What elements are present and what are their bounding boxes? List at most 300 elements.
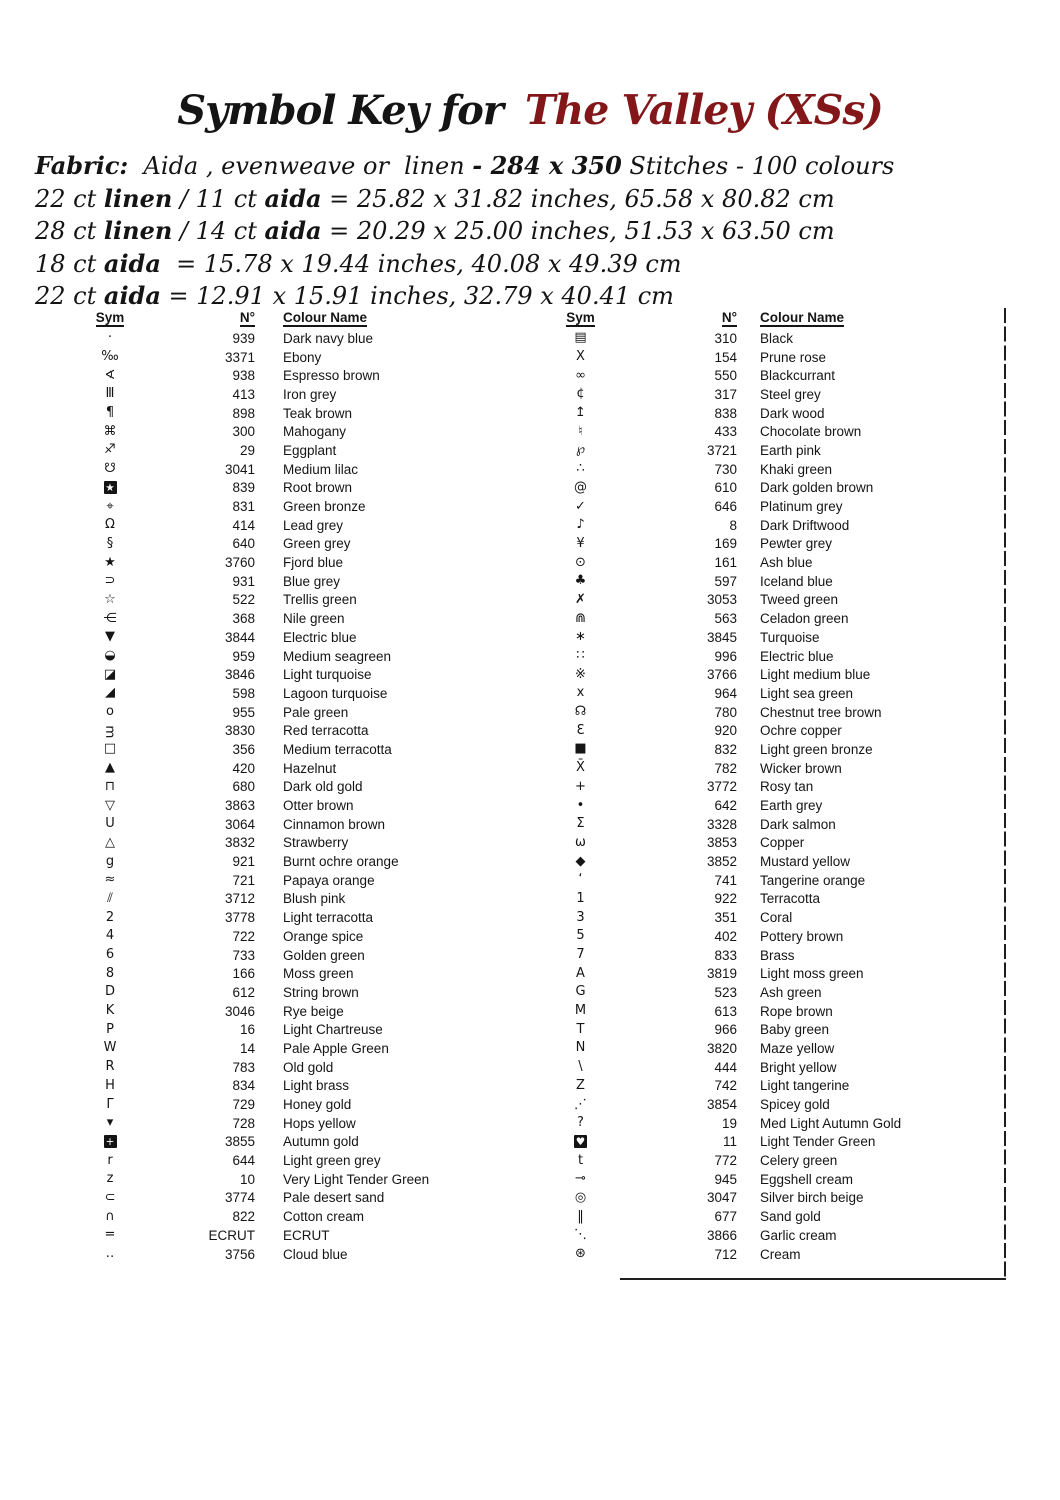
- symbol-glyph: ★: [104, 554, 116, 570]
- table-row: [558, 871, 1010, 890]
- thread-number: 3863: [224, 798, 255, 814]
- symbol-glyph: t: [577, 1152, 584, 1168]
- colour-name: Platinum grey: [760, 499, 843, 515]
- table-row: [558, 665, 1010, 684]
- thread-number: 733: [232, 947, 255, 963]
- thread-number: 996: [714, 648, 737, 664]
- thread-number: 29: [239, 442, 255, 458]
- fabric-text: 18 ct: [35, 249, 104, 278]
- table-row: [85, 964, 555, 983]
- symbol-glyph: ☋: [104, 461, 116, 477]
- thread-number: 8: [729, 517, 737, 533]
- colour-name: Hops yellow: [283, 1115, 356, 1131]
- thread-number: 550: [714, 368, 737, 384]
- thread-number: 730: [714, 461, 737, 477]
- symbol-glyph: 8: [105, 965, 115, 981]
- symbol-glyph: Ω: [105, 517, 115, 533]
- thread-number: 728: [232, 1115, 255, 1131]
- fabric-text: - 284 x 350: [472, 151, 622, 180]
- colour-name: Medium seagreen: [283, 648, 392, 664]
- symbol-glyph: ⊃: [104, 573, 116, 589]
- table-row: [558, 422, 1010, 441]
- table-row: [85, 422, 555, 441]
- symbol-glyph: ⊂: [104, 1189, 116, 1205]
- table-row: [558, 609, 1010, 628]
- thread-number: 368: [232, 611, 255, 627]
- symbol-glyph: 7: [576, 947, 585, 963]
- symbol-glyph: ⌖: [106, 498, 114, 514]
- symbol-glyph: 5: [576, 928, 585, 944]
- colour-name: Orange spice: [283, 928, 364, 944]
- fabric-info: [35, 150, 894, 313]
- symbol-glyph: ✓: [575, 498, 586, 514]
- table-row: [558, 1151, 1010, 1170]
- symbol-glyph: ⫽: [107, 890, 113, 906]
- symbol-glyph: ω: [575, 834, 586, 850]
- symbol-glyph: ♐: [104, 442, 116, 458]
- thread-number: 3712: [224, 891, 255, 907]
- colour-name: Old gold: [283, 1059, 334, 1075]
- table-row: [558, 983, 1010, 1002]
- symbol-glyph: Ⅲ: [105, 386, 115, 402]
- colour-name: Light brass: [283, 1078, 350, 1094]
- thread-number: 3046: [224, 1003, 255, 1019]
- header-colour-name: Colour Name: [760, 309, 845, 325]
- thread-number: 939: [232, 330, 255, 346]
- table-row: [558, 516, 1010, 535]
- symbol-glyph: ⋰: [574, 1096, 587, 1112]
- colour-name: Blackcurrant: [760, 368, 836, 384]
- thread-number: 166: [232, 966, 255, 982]
- table-row: [85, 871, 555, 890]
- symbol-glyph: Γ: [106, 1096, 114, 1112]
- colour-name: Fjord blue: [283, 555, 344, 571]
- colour-name: Light tangerine: [760, 1078, 850, 1094]
- thread-number: 838: [714, 405, 737, 421]
- colour-name: Pewter grey: [760, 536, 833, 552]
- thread-number: 356: [232, 741, 255, 757]
- symbol-glyph: ◆: [575, 853, 586, 869]
- table-row: [558, 1077, 1010, 1096]
- symbol-glyph: •: [576, 797, 585, 813]
- colour-name: Brass: [760, 947, 795, 963]
- symbol-glyph: 3: [576, 909, 585, 925]
- symbol-glyph: ◪: [103, 666, 117, 682]
- colour-name: Garlic cream: [760, 1227, 837, 1243]
- symbol-glyph: ⊛: [575, 1246, 586, 1262]
- thread-number: 3844: [224, 629, 255, 645]
- thread-number: 721: [232, 872, 255, 888]
- thread-number: 3760: [224, 555, 255, 571]
- table-row: [558, 964, 1010, 983]
- table-row: [85, 1095, 555, 1114]
- table-row: [85, 1039, 555, 1058]
- table-row: [85, 535, 555, 554]
- table-row: [558, 852, 1010, 871]
- colour-name: Maze yellow: [760, 1040, 835, 1056]
- thread-number: 414: [232, 517, 255, 533]
- symbol-glyph: =: [104, 1227, 116, 1243]
- fabric-text: 22 ct: [35, 184, 104, 213]
- thread-number: 161: [714, 555, 737, 571]
- symbol-table-left: [85, 308, 555, 1263]
- thread-number: 783: [232, 1059, 255, 1075]
- colour-name: Mahogany: [283, 424, 347, 440]
- table-bottom-border: [620, 1278, 1006, 1280]
- fabric-text: Aida , evenweave or linen: [128, 152, 473, 180]
- table-row: [558, 815, 1010, 834]
- table-row: [85, 1133, 555, 1152]
- colour-name: Cinnamon brown: [283, 816, 386, 832]
- symbol-glyph: ∗: [575, 629, 586, 645]
- fabric-text: aida: [103, 248, 161, 278]
- colour-name: Khaki green: [760, 461, 833, 477]
- symbol-glyph: [558, 1135, 603, 1149]
- thread-number: 3774: [224, 1190, 255, 1206]
- table-row: [558, 908, 1010, 927]
- thread-number: 680: [232, 779, 255, 795]
- table-header: [85, 308, 555, 328]
- symbol-glyph: ℘: [575, 442, 586, 458]
- table-row: [85, 553, 555, 572]
- colour-name: Pale Apple Green: [283, 1040, 389, 1056]
- table-row: [558, 796, 1010, 815]
- thread-number: 3830: [224, 723, 255, 739]
- symbol-glyph: ▤: [574, 330, 587, 346]
- colour-name: Papaya orange: [283, 872, 375, 888]
- symbol-glyph: g: [105, 853, 115, 869]
- colour-name: Ochre copper: [760, 723, 842, 739]
- table-row: [558, 1114, 1010, 1133]
- colour-name: Blue grey: [283, 573, 341, 589]
- symbol-glyph: \: [578, 1059, 583, 1075]
- header-sym: Sym: [95, 309, 125, 325]
- table-row: [85, 684, 555, 703]
- symbol-glyph: 6: [105, 947, 115, 963]
- symbol-glyph: §: [106, 535, 114, 551]
- symbol-glyph: ∴: [576, 461, 585, 477]
- table-row: [85, 479, 555, 498]
- table-row: [85, 366, 555, 385]
- colour-name: Medium lilac: [283, 461, 359, 477]
- fabric-text: aida: [264, 216, 322, 245]
- colour-name: Bright yellow: [760, 1059, 837, 1075]
- fabric-text: 28 ct: [35, 217, 104, 245]
- colour-name: Ash green: [760, 984, 822, 1000]
- colour-name: Steel grey: [760, 386, 821, 402]
- fabric-text: = 12.91 x 15.91 inches, 32.79 x 40.41 cm: [160, 282, 674, 310]
- colour-name: Dark Driftwood: [760, 517, 850, 533]
- thread-number: 712: [714, 1246, 737, 1262]
- thread-number: 3041: [224, 461, 255, 477]
- symbol-glyph: □: [103, 741, 117, 757]
- thread-number: 822: [232, 1209, 255, 1225]
- table-header: [558, 308, 1010, 328]
- table-row: [85, 1114, 555, 1133]
- symbol-glyph: ◎: [574, 1189, 587, 1205]
- colour-name: Mustard yellow: [760, 854, 851, 870]
- thread-number: 677: [714, 1209, 737, 1225]
- symbol-glyph: U: [105, 816, 115, 832]
- fabric-text: aida: [264, 183, 322, 213]
- colour-name: Baby green: [760, 1022, 830, 1038]
- colour-name: Chestnut tree brown: [760, 704, 882, 720]
- table-row: [85, 1058, 555, 1077]
- symbol-glyph: ⋱: [574, 1227, 587, 1243]
- thread-number: 722: [232, 928, 255, 944]
- colour-name: Tangerine orange: [760, 872, 866, 888]
- thread-number: 741: [714, 872, 737, 888]
- fabric-line: [35, 150, 894, 183]
- colour-name: Blush pink: [283, 891, 346, 907]
- symbol-glyph: ¥: [576, 535, 585, 551]
- table-row: [85, 647, 555, 666]
- table-row: [558, 1039, 1010, 1058]
- fabric-line: [35, 183, 894, 216]
- symbol-glyph: o: [106, 704, 114, 720]
- thread-number: 964: [714, 685, 737, 701]
- table-row: [85, 1002, 555, 1021]
- symbol-glyph: ✗: [575, 591, 586, 607]
- table-row: [85, 815, 555, 834]
- page-title: [0, 86, 1060, 134]
- colour-name: Light green bronze: [760, 741, 873, 757]
- colour-name: Hazelnut: [283, 760, 337, 776]
- table-row: [558, 348, 1010, 367]
- thread-number: 3328: [706, 816, 737, 832]
- table-row: [558, 479, 1010, 498]
- colour-name: Iceland blue: [760, 573, 833, 589]
- table-row: [85, 1226, 555, 1245]
- thread-number: 922: [714, 891, 737, 907]
- symbol-glyph: A: [576, 965, 585, 981]
- thread-number: 3371: [224, 349, 255, 365]
- colour-name: Dark salmon: [760, 816, 836, 832]
- thread-number: 832: [714, 741, 737, 757]
- colour-name: Light medium blue: [760, 667, 871, 683]
- table-row: [85, 385, 555, 404]
- table-row: [85, 759, 555, 778]
- fabric-line: [35, 248, 894, 281]
- symbol-glyph: x: [576, 685, 585, 701]
- symbol-glyph: ≈: [104, 872, 116, 888]
- thread-number: 14: [239, 1040, 255, 1056]
- thread-number: 613: [714, 1003, 737, 1019]
- colour-name: Pottery brown: [760, 928, 844, 944]
- colour-name: Honey gold: [283, 1097, 352, 1113]
- table-row: [558, 703, 1010, 722]
- thread-number: 523: [714, 984, 737, 1000]
- thread-number: 402: [714, 928, 737, 944]
- table-row: [85, 927, 555, 946]
- table-row: [85, 348, 555, 367]
- fabric-text: = 20.29 x 25.00 inches, 51.53 x 63.50 cm: [321, 217, 835, 245]
- colour-name: Black: [760, 330, 794, 346]
- colour-name: Turquoise: [760, 629, 820, 645]
- thread-number: 3820: [706, 1040, 737, 1056]
- table-row: [558, 441, 1010, 460]
- colour-name: Pale desert sand: [283, 1190, 385, 1206]
- thread-number: 610: [714, 480, 737, 496]
- thread-number: 3866: [706, 1227, 737, 1243]
- thread-number: 3845: [706, 629, 737, 645]
- symbol-glyph: ⋲: [103, 610, 117, 626]
- thread-number: 3766: [706, 667, 737, 683]
- symbol-glyph: Ɛ: [576, 722, 585, 738]
- colour-name: Light Chartreuse: [283, 1022, 383, 1038]
- symbol-glyph: 1: [576, 890, 585, 906]
- symbol-glyph: H: [105, 1077, 115, 1093]
- table-row: [85, 665, 555, 684]
- colour-name: Eggshell cream: [760, 1171, 854, 1187]
- colour-name: Burnt ochre orange: [283, 854, 399, 870]
- symbol-glyph: ·: [107, 330, 113, 346]
- table-row: [558, 1170, 1010, 1189]
- thread-number: 920: [714, 723, 737, 739]
- thread-number: 522: [232, 592, 255, 608]
- colour-name: Cotton cream: [283, 1209, 365, 1225]
- table-row: [558, 721, 1010, 740]
- symbol-glyph: ‥: [105, 1246, 115, 1262]
- thread-number: 945: [714, 1171, 737, 1187]
- colour-name: Earth grey: [760, 798, 823, 814]
- table-row: [558, 927, 1010, 946]
- symbol-glyph: ⌘: [103, 423, 117, 439]
- table-row: [558, 535, 1010, 554]
- header-colour-name: Colour Name: [283, 309, 368, 325]
- thread-number: 444: [714, 1059, 737, 1075]
- symbol-glyph: M: [574, 1003, 587, 1019]
- symbol-glyph: ♣: [574, 573, 587, 589]
- table-row: [85, 441, 555, 460]
- thread-number: 598: [232, 685, 255, 701]
- thread-number: 169: [714, 536, 737, 552]
- thread-number: 898: [232, 405, 255, 421]
- fabric-text: / 11 ct: [172, 184, 265, 213]
- table-row: [85, 497, 555, 516]
- table-row: [85, 591, 555, 610]
- table-row: [558, 1226, 1010, 1245]
- table-row: [558, 890, 1010, 909]
- table-row: [85, 852, 555, 871]
- colour-name: Dark golden brown: [760, 480, 874, 496]
- symbol-glyph: ↥: [575, 405, 586, 421]
- colour-name: Cream: [760, 1246, 801, 1262]
- table-row: [558, 1002, 1010, 1021]
- thread-number: 3047: [706, 1190, 737, 1206]
- colour-name: Light sea green: [760, 685, 854, 701]
- thread-number: 351: [714, 910, 737, 926]
- symbol-glyph: ⊸: [575, 1171, 586, 1187]
- symbol-glyph: ▾: [106, 1115, 114, 1131]
- thread-number: 834: [232, 1078, 255, 1094]
- fabric-text: / 14 ct: [172, 217, 265, 245]
- symbol-glyph: R: [105, 1059, 115, 1075]
- symbol-glyph: ‰: [101, 349, 119, 365]
- table-row: [558, 647, 1010, 666]
- thread-number: ECRUT: [208, 1227, 255, 1243]
- symbol-glyph: @: [574, 479, 587, 495]
- table-row: [85, 890, 555, 909]
- symbol-table-right: [558, 308, 1010, 1263]
- symbol-glyph: Σ: [576, 816, 585, 832]
- colour-name: String brown: [283, 984, 359, 1000]
- symbol-glyph: D: [104, 984, 115, 1000]
- table-row: [558, 572, 1010, 591]
- fabric-text: linen: [103, 216, 173, 245]
- colour-name: Dark navy blue: [283, 330, 374, 346]
- colour-name: Prune rose: [760, 349, 827, 365]
- table-row: [85, 329, 555, 348]
- symbol-glyph: ◒: [104, 648, 116, 664]
- symbol-glyph: ■: [574, 741, 587, 757]
- colour-name: Lead grey: [283, 517, 344, 533]
- colour-name: Terracotta: [760, 891, 821, 907]
- table-row: [85, 946, 555, 965]
- table-row: [85, 796, 555, 815]
- table-row: [85, 516, 555, 535]
- colour-name: Trellis green: [283, 592, 357, 608]
- thread-number: 317: [714, 386, 737, 402]
- colour-name: Dark wood: [760, 405, 825, 421]
- table-row: [558, 946, 1010, 965]
- colour-name: Rye beige: [283, 1003, 344, 1019]
- thread-number: 3053: [706, 592, 737, 608]
- thread-number: 642: [714, 798, 737, 814]
- symbol-glyph: r: [107, 1152, 113, 1168]
- colour-name: Celery green: [760, 1153, 838, 1169]
- header-number: N°: [239, 309, 255, 325]
- thread-number: 646: [714, 499, 737, 515]
- thread-number: 10: [239, 1171, 255, 1187]
- thread-number: 644: [232, 1153, 255, 1169]
- title-pattern-name: The Valley (XSs): [524, 86, 883, 134]
- thread-number: 742: [714, 1078, 737, 1094]
- thread-number: 3852: [706, 854, 737, 870]
- colour-name: Otter brown: [283, 798, 354, 814]
- table-row: [558, 778, 1010, 797]
- table-row: [85, 721, 555, 740]
- symbol-glyph: T: [576, 1021, 585, 1037]
- table-row: [558, 385, 1010, 404]
- colour-name: Nile green: [283, 611, 345, 627]
- colour-name: Espresso brown: [283, 368, 380, 384]
- symbol-glyph: X̄: [576, 760, 585, 776]
- table-row: [558, 366, 1010, 385]
- thread-number: 966: [714, 1022, 737, 1038]
- table-row: [558, 553, 1010, 572]
- symbol-glyph: ‘: [578, 872, 583, 888]
- header-sym: Sym: [566, 309, 595, 325]
- colour-name: Sand gold: [760, 1209, 821, 1225]
- title-prefix: Symbol Key for: [177, 87, 503, 134]
- table-row: [85, 908, 555, 927]
- symbol-glyph: ⋒: [575, 610, 586, 626]
- colour-name: Pale green: [283, 704, 349, 720]
- thread-number: 959: [232, 648, 255, 664]
- symbol-glyph: ☊: [574, 704, 587, 720]
- thread-number: 921: [232, 854, 255, 870]
- dashed-column-rule: [1004, 308, 1006, 1280]
- symbol-glyph: ※: [575, 666, 586, 682]
- table-row: [85, 740, 555, 759]
- colour-name: Electric blue: [283, 629, 357, 645]
- table-row: [558, 329, 1010, 348]
- thread-number: 300: [232, 424, 255, 440]
- symbol-glyph: N: [575, 1040, 586, 1056]
- symbol-glyph: ☆: [104, 591, 116, 607]
- fabric-text: linen: [103, 183, 173, 213]
